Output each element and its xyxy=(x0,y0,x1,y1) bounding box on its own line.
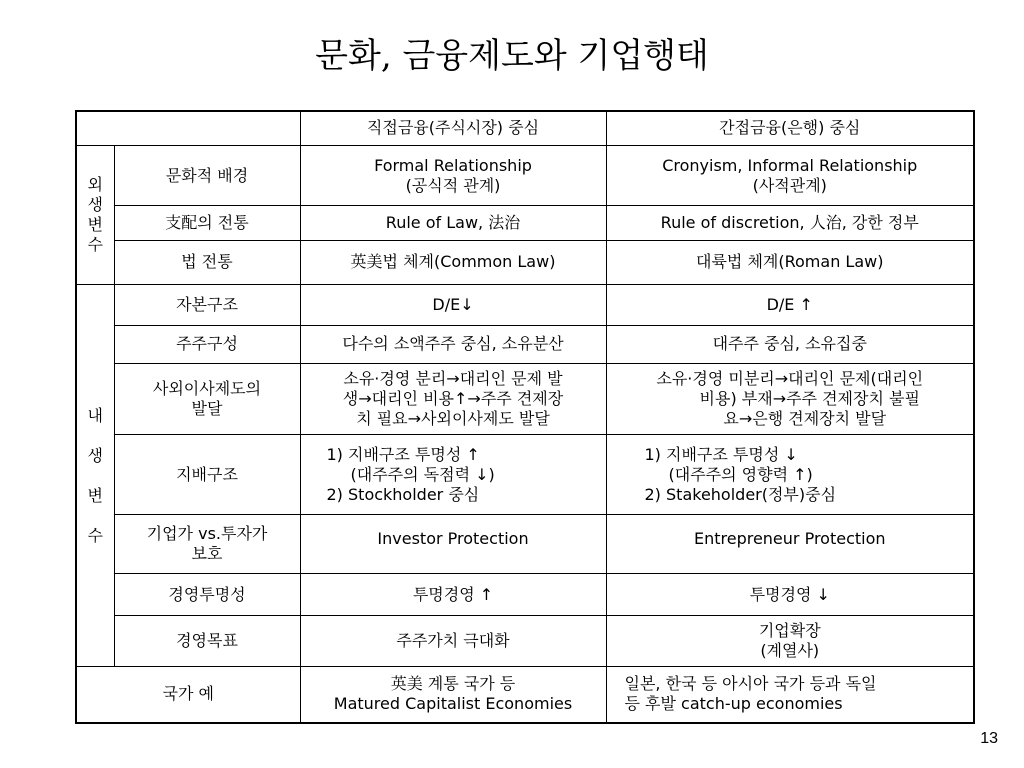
table-row-goal xyxy=(76,616,974,666)
goal-indirect-cell: 기업확장 (계열사) xyxy=(606,616,974,666)
table-row-tradition xyxy=(76,206,974,240)
table-row-culture xyxy=(76,145,974,206)
capital-direct-cell: D/E↓ xyxy=(300,285,606,325)
governance-indirect-cell: 1) 지배구조 투명성 ↓ (대주주의 영향력 ↑) 2) Stakeholder(정부)중심 xyxy=(606,434,974,515)
row-label-outside-directors: 사외이사제도의 발달 xyxy=(114,363,300,434)
tradition-indirect-cell: Rule of discretion, 人治, 강한 정부 xyxy=(606,206,974,240)
outside-directors-indirect-cell: 소유·경영 미분리→대리인 문제(대리인 비용) 부재→주주 견제장치 불필 요→은행 견제장치 발달 xyxy=(606,363,974,434)
examples-indirect-cell: 일본, 한국 등 아시아 국가 등과 독일 등 후발 catch-up economies xyxy=(606,666,974,723)
table-header-row xyxy=(76,111,974,145)
culture-direct-cell: Formal Relationship (공식적 관계) xyxy=(300,145,606,206)
row-label-governance: 지배구조 xyxy=(114,434,300,515)
comparison-table xyxy=(75,110,975,724)
row-label-shareholders: 주주구성 xyxy=(114,325,300,363)
header-blank-cell xyxy=(76,111,300,145)
row-label-goal: 경영목표 xyxy=(114,616,300,666)
internal-variables-label: 내 생 변 수 xyxy=(76,285,114,667)
slide-title: 문화, 금융제도와 기업행태 xyxy=(315,36,709,76)
table-row-transparency xyxy=(76,573,974,615)
culture-indirect-cell: Cronyism, Informal Relationship (사적관계) xyxy=(606,145,974,206)
row-label-examples: 국가 예 xyxy=(76,666,300,723)
table-row-protection xyxy=(76,515,974,574)
row-label-capital: 자본구조 xyxy=(114,285,300,325)
external-variables-label: 외 생 변 수 xyxy=(76,145,114,284)
goal-direct-cell: 주주가치 극대화 xyxy=(300,616,606,666)
row-label-transparency: 경영투명성 xyxy=(114,573,300,615)
shareholders-indirect-cell: 대주주 중심, 소유집중 xyxy=(606,325,974,363)
page-number: 13 xyxy=(980,730,998,747)
transparency-direct-cell: 투명경영 ↑ xyxy=(300,573,606,615)
outside-directors-direct-cell: 소유·경영 분리→대리인 문제 발 생→대리인 비용↑→주주 견제장 치 필요→사외이사제도 발달 xyxy=(300,363,606,434)
examples-direct-cell: 英美 계통 국가 등 Matured Capitalist Economies xyxy=(300,666,606,723)
tradition-direct-cell: Rule of Law, 法治 xyxy=(300,206,606,240)
capital-indirect-cell: D/E ↑ xyxy=(606,285,974,325)
row-label-tradition: 支配의 전통 xyxy=(114,206,300,240)
governance-direct-cell: 1) 지배구조 투명성 ↑ (대주주의 독점력 ↓) 2) Stockholder 중심 xyxy=(300,434,606,515)
table-row-shareholders xyxy=(76,325,974,363)
row-label-law: 법 전통 xyxy=(114,240,300,284)
law-indirect-cell: 대륙법 체계(Roman Law) xyxy=(606,240,974,284)
header-indirect-finance: 간접금융(은행) 중심 xyxy=(606,111,974,145)
transparency-indirect-cell: 투명경영 ↓ xyxy=(606,573,974,615)
table-row-capital xyxy=(76,285,974,325)
table-row-governance xyxy=(76,434,974,515)
row-label-culture: 문화적 배경 xyxy=(114,145,300,206)
table-row-outside-directors xyxy=(76,363,974,434)
protection-direct-cell: Investor Protection xyxy=(300,515,606,574)
shareholders-direct-cell: 다수의 소액주주 중심, 소유분산 xyxy=(300,325,606,363)
table-row-law xyxy=(76,240,974,284)
law-direct-cell: 英美법 체계(Common Law) xyxy=(300,240,606,284)
header-direct-finance: 직접금융(주식시장) 중심 xyxy=(300,111,606,145)
table-row-examples xyxy=(76,666,974,723)
row-label-protection: 기업가 vs.투자가 보호 xyxy=(114,515,300,574)
protection-indirect-cell: Entrepreneur Protection xyxy=(606,515,974,574)
